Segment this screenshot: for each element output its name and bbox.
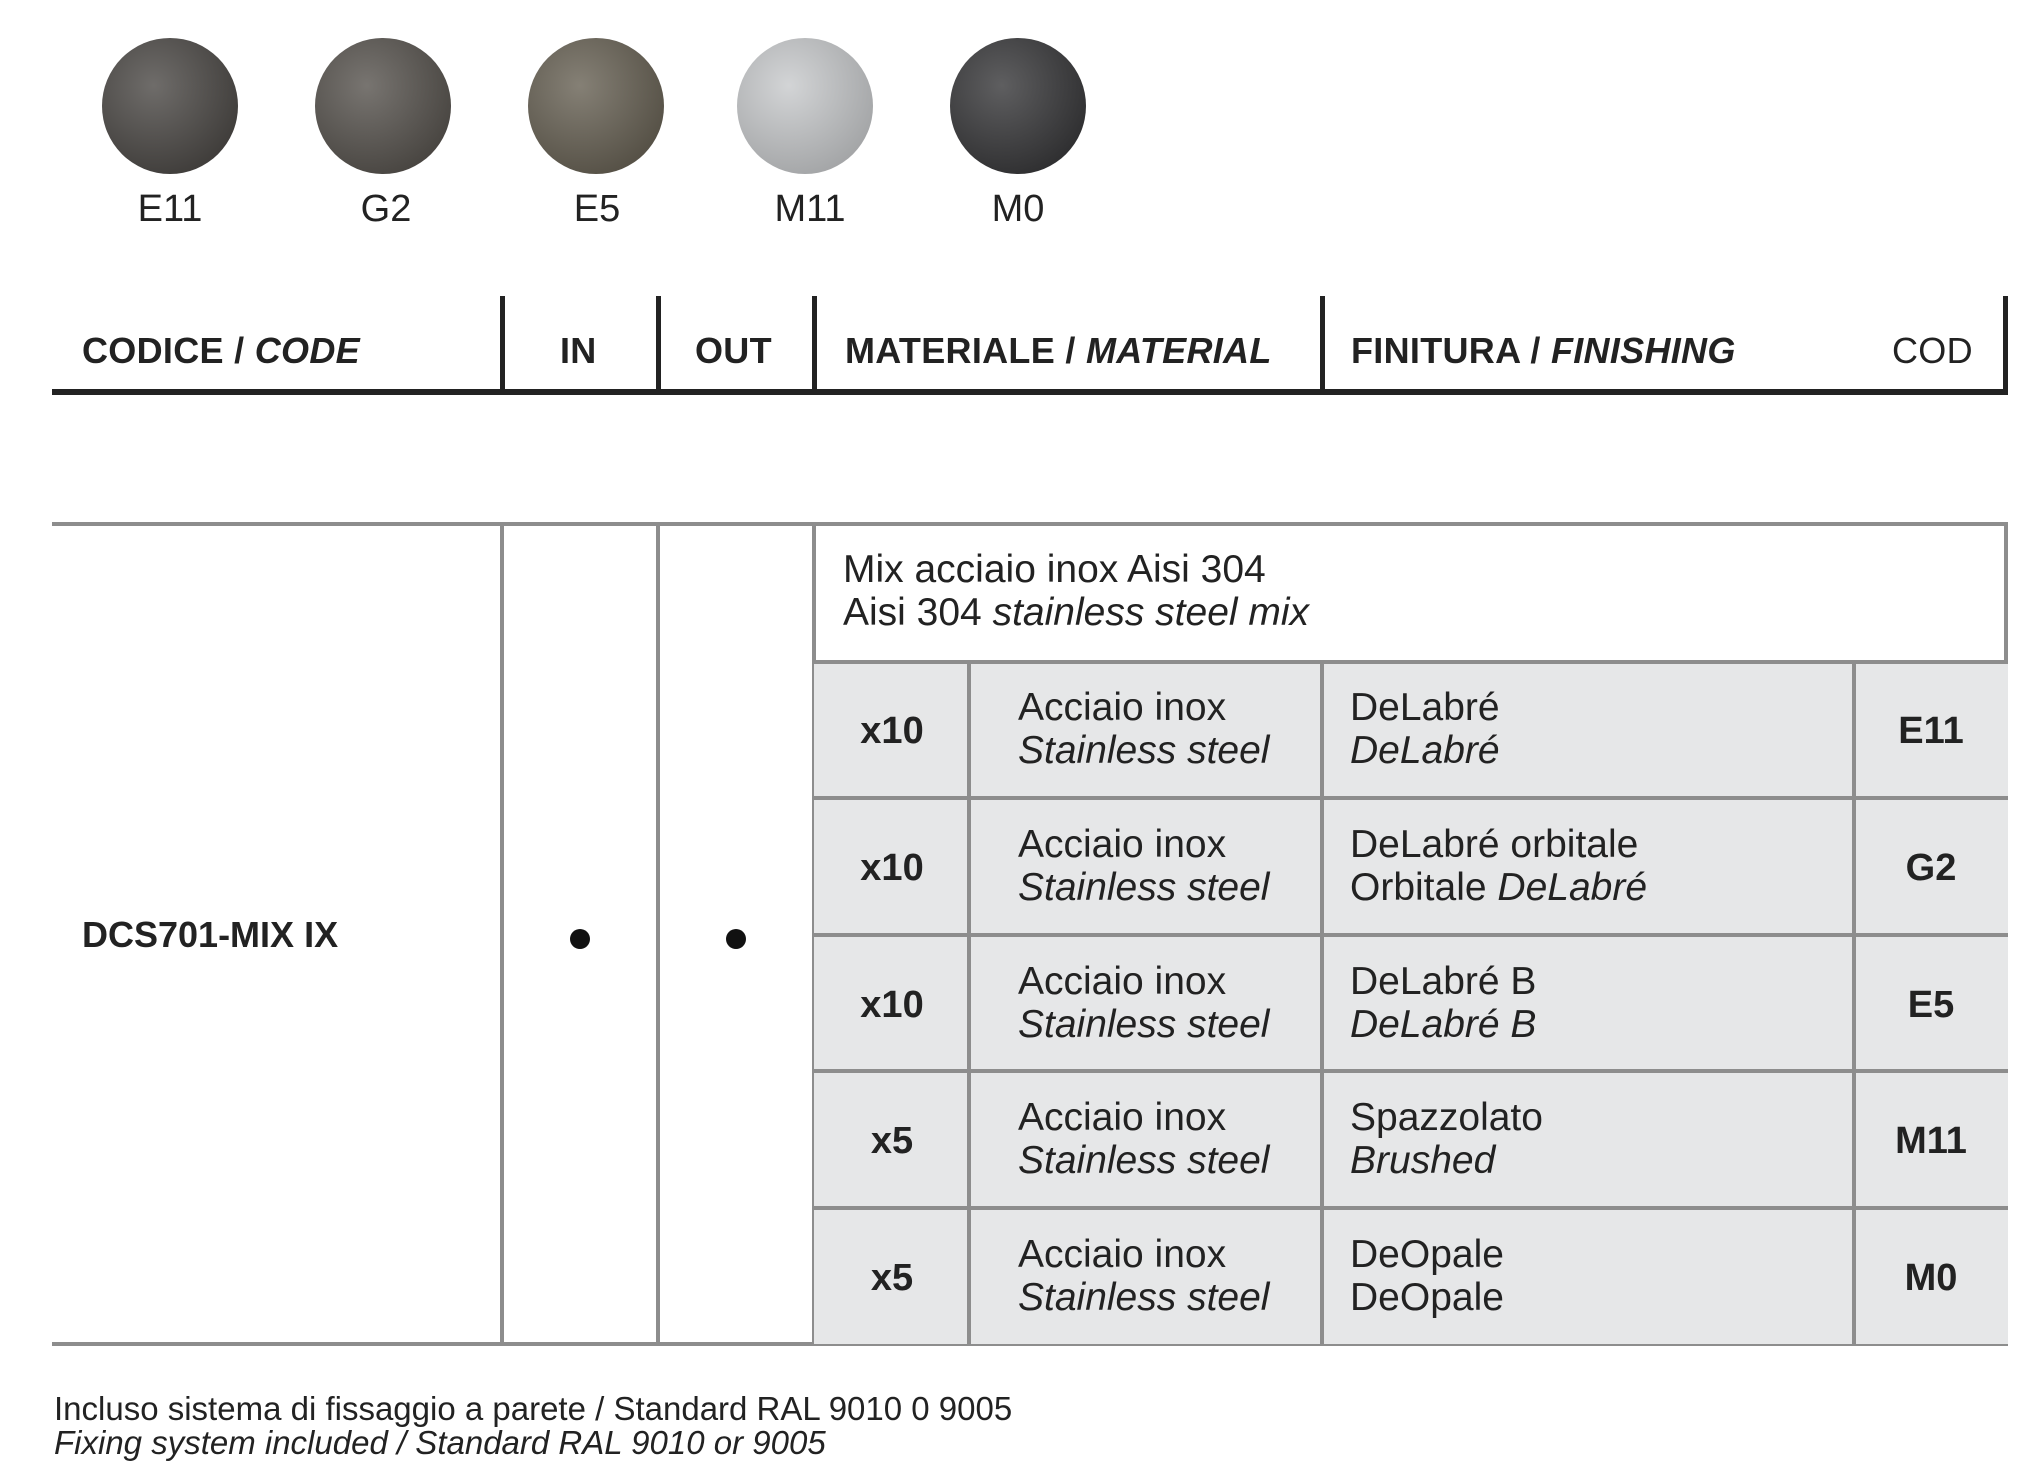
header-rule (52, 389, 2008, 395)
table-top-rule (52, 522, 2008, 526)
swatch-label: M0 (991, 188, 1045, 230)
column-divider (656, 522, 660, 1346)
header-divider (656, 296, 661, 394)
row-finish: DeLabré DeLabré (1350, 686, 1500, 772)
row-material: Acciaio inox Stainless steel (1018, 1233, 1270, 1319)
column-divider (500, 522, 504, 1346)
row-finish: Spazzolato Brushed (1350, 1096, 1543, 1182)
grid-divider (1320, 662, 1324, 1344)
row-qty: x5 (870, 1120, 914, 1162)
header-divider (1320, 296, 1325, 394)
grid-rule (814, 796, 2008, 800)
swatch-m11[interactable] (737, 38, 873, 174)
grid-rule (814, 1069, 2008, 1073)
row-qty: x10 (860, 847, 924, 889)
in-mark (570, 929, 590, 949)
material-mix-description: Mix acciaio inox Aisi 304 Aisi 304 stainless steel mix (843, 548, 1310, 634)
swatch-label: G2 (360, 188, 412, 230)
header-out: OUT (695, 330, 772, 371)
row-cod: E11 (1898, 710, 1964, 752)
row-material: Acciaio inox Stainless steel (1018, 823, 1270, 909)
swatch-label: E11 (137, 188, 203, 230)
header-code: CODICE / CODE (82, 330, 360, 371)
swatch-label: E5 (573, 188, 621, 230)
swatch-m0[interactable] (950, 38, 1086, 174)
swatch-g2[interactable] (315, 38, 451, 174)
product-code: DCS701-MIX IX (82, 914, 339, 955)
row-finish: DeOpale DeOpale (1350, 1233, 1504, 1319)
footer-note-en: Fixing system included / Standard RAL 9010 or 9005 (54, 1424, 826, 1461)
grid-rule (814, 933, 2008, 937)
out-mark (726, 929, 746, 949)
row-material: Acciaio inox Stainless steel (1018, 960, 1270, 1046)
row-cod: E5 (1907, 984, 1955, 1026)
header-material: MATERIALE / MATERIAL (845, 330, 1272, 371)
row-finish: DeLabré B DeLabré B (1350, 960, 1537, 1046)
header-finishing: FINITURA / FINISHING (1351, 330, 1736, 371)
row-qty: x10 (860, 984, 924, 1026)
row-cod: M0 (1904, 1257, 1958, 1299)
swatch-e5[interactable] (528, 38, 664, 174)
header-divider (812, 296, 817, 394)
footer-note-it: Incluso sistema di fissaggio a parete / Standard RAL 9010 0 9005 (54, 1390, 1013, 1427)
swatch-e11[interactable] (102, 38, 238, 174)
row-qty: x5 (870, 1257, 914, 1299)
row-finish: DeLabré orbitale Orbitale DeLabré (1350, 823, 1648, 909)
row-qty: x10 (860, 710, 924, 752)
swatch-label: M11 (774, 188, 846, 230)
header-divider (2003, 296, 2008, 394)
header-divider (500, 296, 505, 394)
row-cod: M11 (1895, 1120, 1967, 1162)
row-material: Acciaio inox Stainless steel (1018, 1096, 1270, 1182)
header-cod: COD (1892, 330, 1973, 371)
grid-rule (814, 1206, 2008, 1210)
row-material: Acciaio inox Stainless steel (1018, 686, 1270, 772)
grid-rule (814, 660, 2008, 664)
header-in: IN (560, 330, 597, 371)
row-cod: G2 (1905, 847, 1957, 889)
